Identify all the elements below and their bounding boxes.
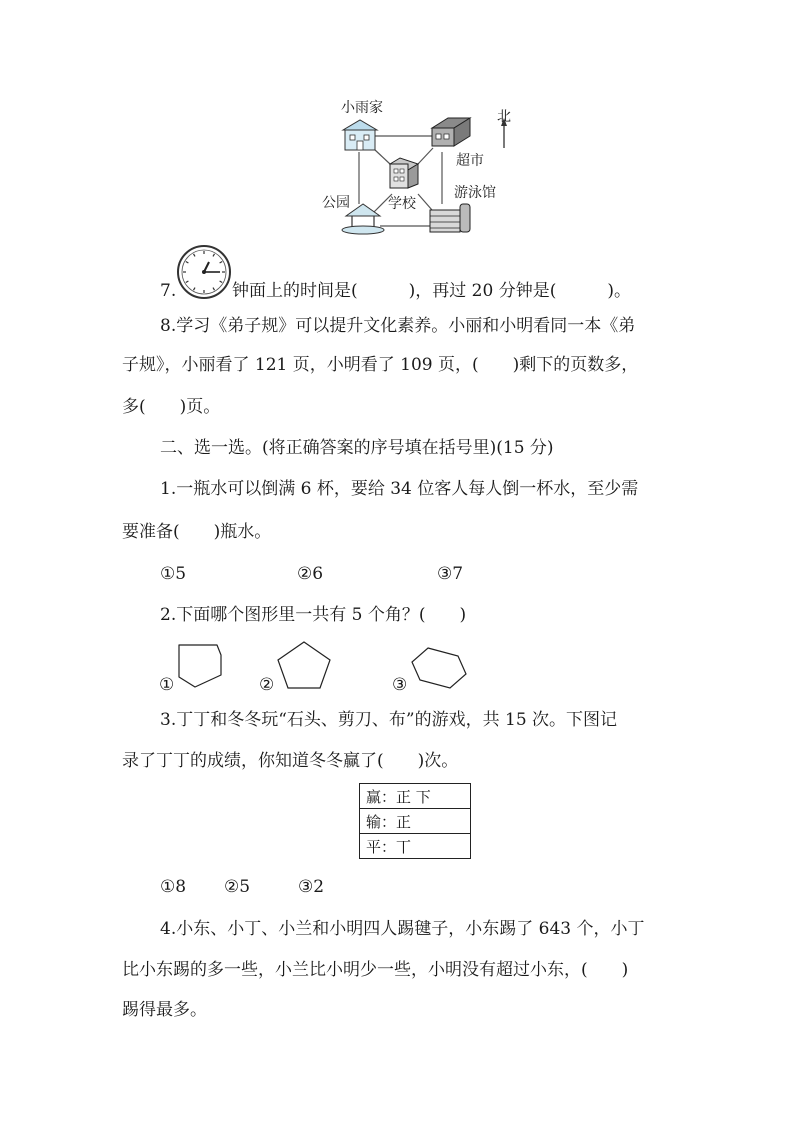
- tally-label-draw: 平：: [366, 837, 397, 856]
- table-row: [360, 809, 471, 834]
- table-row: [360, 834, 471, 859]
- shape-3-hexagon: [410, 646, 468, 690]
- park-label: 公园: [322, 195, 350, 211]
- s2q3-option-1[interactable]: ①8: [160, 877, 187, 897]
- table-row: [360, 784, 471, 809]
- swimming-pool-icon: [428, 200, 474, 236]
- s2q2-label-3[interactable]: ③: [392, 675, 408, 695]
- q8-line3: 多( )页。: [122, 397, 221, 417]
- s2q3-option-3[interactable]: ③2: [298, 877, 325, 897]
- s2q4-line2: 比小东踢的多一些，小兰比小明少一些，小明没有超过小东，( ): [122, 960, 629, 980]
- s2q4-line3: 踢得最多。: [122, 1000, 207, 1020]
- s2q1-option-1[interactable]: ①5: [160, 564, 187, 584]
- q8-line1: 8.学习《弟子规》可以提升文化素养。小丽和小明看同一本《弟: [160, 316, 636, 336]
- tally-table: [359, 783, 471, 859]
- section2-heading: 二、选一选。(将正确答案的序号填在括号里)(15 分): [160, 438, 554, 458]
- s2q1-line1: 1.一瓶水可以倒满 6 杯，要给 34 位客人每人倒一杯水，至少需: [160, 479, 639, 499]
- s2q4-line1: 4.小东、小丁、小兰和小明四人踢毽子，小东踢了 643 个，小丁: [160, 919, 645, 939]
- school-icon: [386, 156, 422, 192]
- home-label: 小雨家: [341, 100, 383, 116]
- s2q1-option-3[interactable]: ③7: [437, 564, 464, 584]
- q7-number: 7.: [160, 281, 177, 301]
- supermarket-icon: [428, 114, 474, 150]
- clock-icon: [176, 244, 232, 300]
- house-icon: [340, 118, 380, 154]
- s2q1-line2: 要准备( )瓶水。: [122, 522, 272, 542]
- tally-marks-draw: 丅: [396, 837, 412, 856]
- s2q3-line1: 3.丁丁和冬冬玩“石头、剪刀、布”的游戏，共 15 次。下图记: [160, 710, 618, 730]
- school-label: 学校: [388, 196, 416, 212]
- tally-label-win: 赢：: [366, 787, 397, 806]
- supermarket-label: 超市: [456, 153, 484, 169]
- shape-1-pentagon-house: [175, 643, 223, 689]
- q8-line2: 子规》，小丽看了 121 页，小明看了 109 页，( )剩下的页数多，: [122, 355, 639, 375]
- q7-text: 钟面上的时间是( )，再过 20 分钟是( )。: [232, 281, 631, 301]
- tally-marks-win: 正 下: [396, 787, 431, 806]
- tally-marks-lose: 正: [396, 812, 412, 831]
- tally-label-lose: 输：: [366, 812, 397, 831]
- shape-2-pentagon: [276, 640, 332, 690]
- s2q1-option-2[interactable]: ②6: [297, 564, 324, 584]
- s2q2-label-1[interactable]: ①: [159, 675, 175, 695]
- s2q2-text: 2.下面哪个图形里一共有 5 个角？( ): [160, 605, 467, 625]
- s2q3-line2: 录了丁丁的成绩，你知道冬冬赢了( )次。: [122, 751, 459, 771]
- s2q2-label-2[interactable]: ②: [259, 675, 275, 695]
- pool-label: 游泳馆: [454, 185, 496, 201]
- map-roads: [0, 0, 794, 260]
- north-label: 北: [497, 109, 511, 125]
- s2q3-option-2[interactable]: ②5: [224, 877, 251, 897]
